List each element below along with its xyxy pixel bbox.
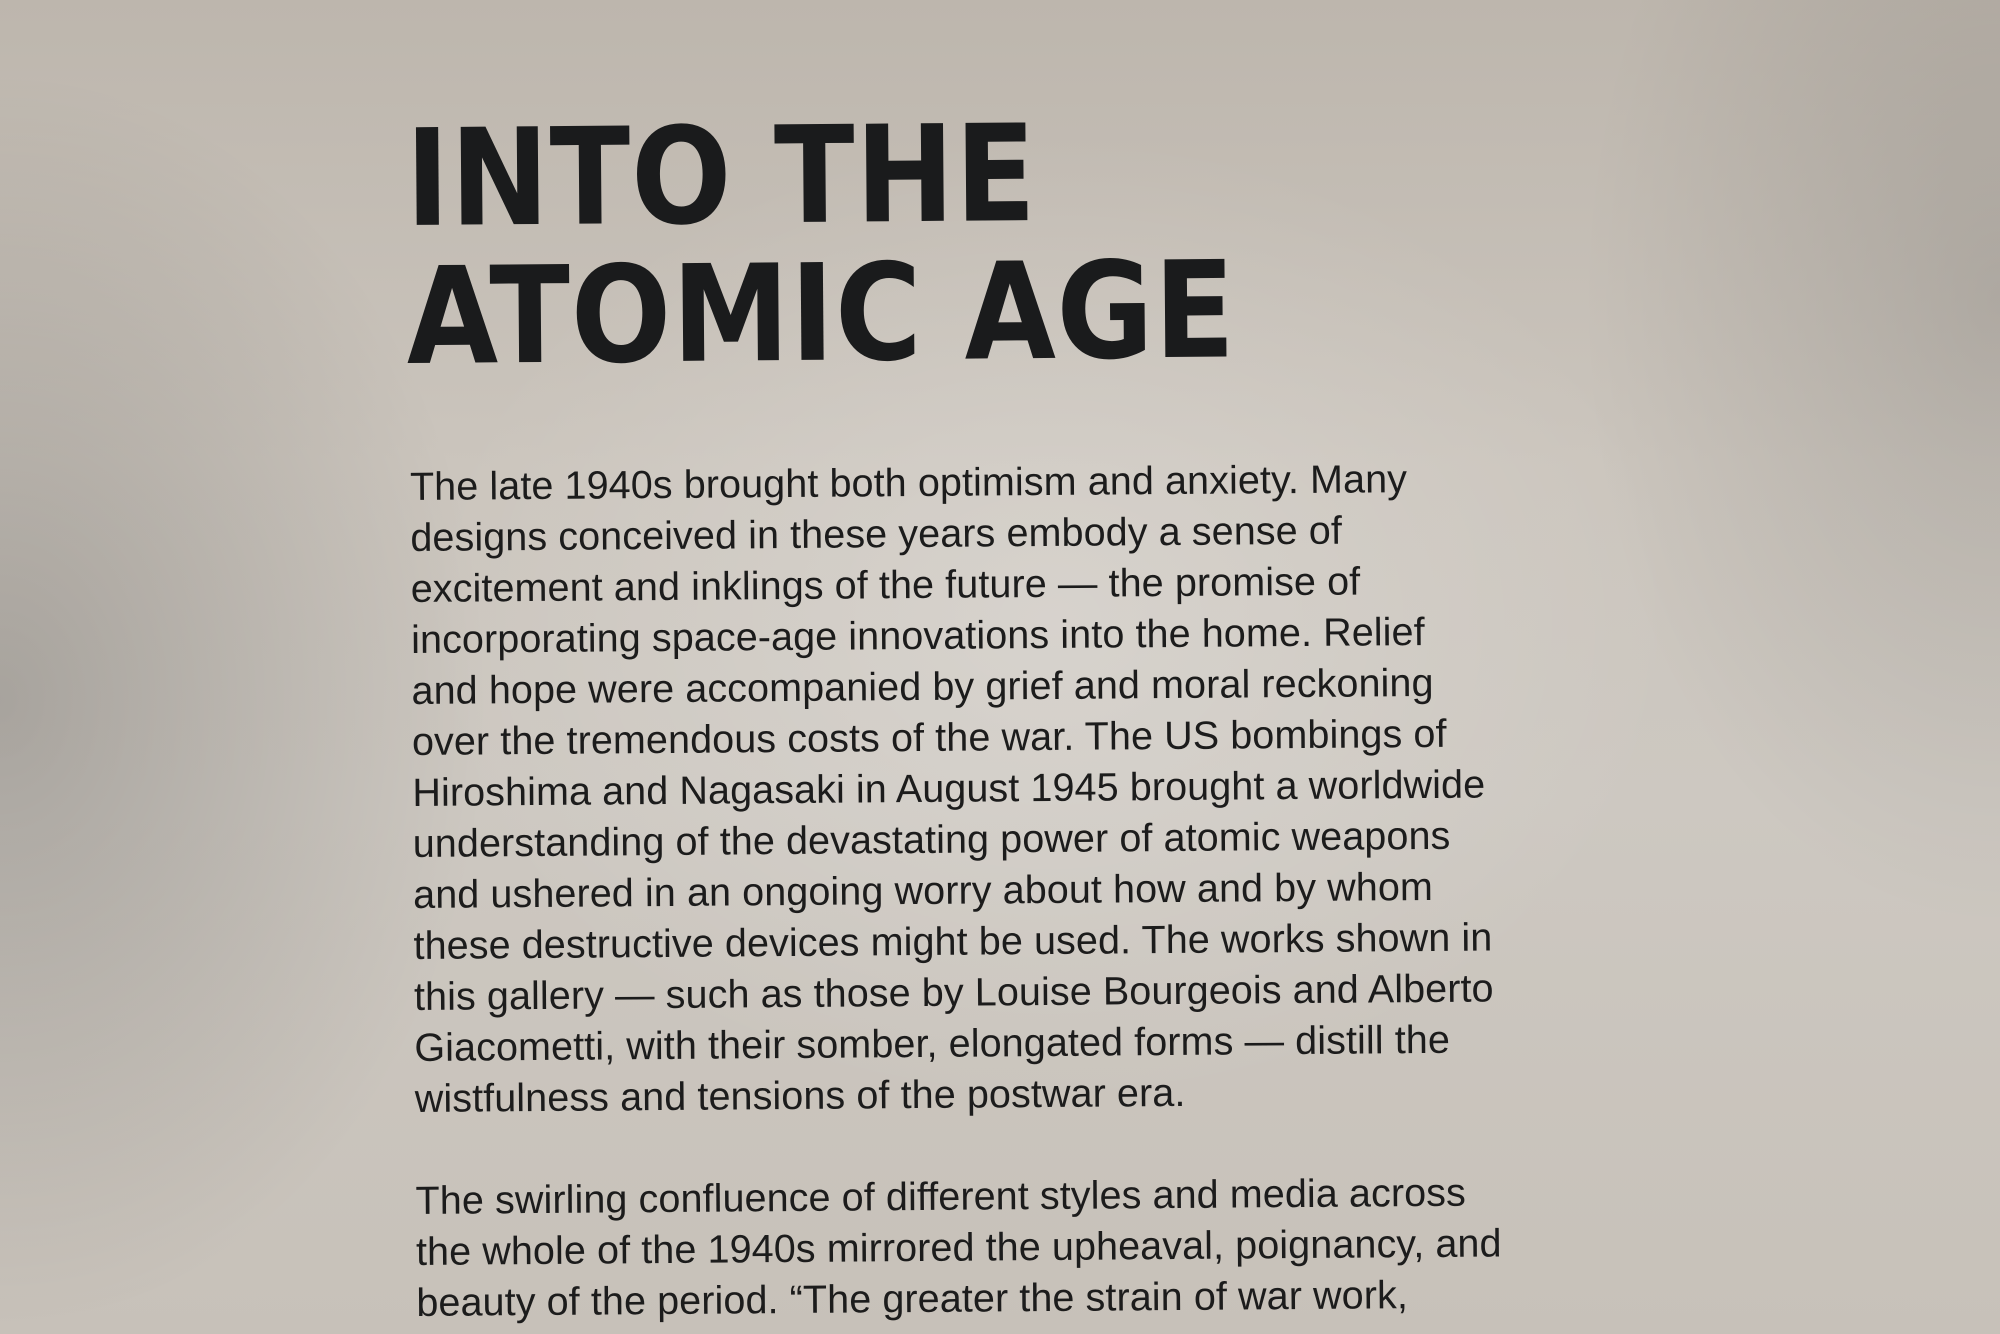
paragraph-line: wistfulness and tensions of the postwar era. bbox=[414, 1070, 1186, 1121]
paragraph-line: over the tremendous costs of the war. The US bombings of bbox=[411, 711, 1447, 764]
paragraph-line: this gallery — such as those by Louise Bourgeois and Alberto bbox=[413, 966, 1494, 1019]
description-paragraph-2 bbox=[415, 1166, 1696, 1329]
paragraph-line: Hiroshima and Nagasaki in August 1945 brought a worldwide bbox=[412, 762, 1486, 815]
wall-text-panel bbox=[404, 96, 1707, 1325]
paragraph-line: the whole of the 1940s mirrored the upheaval, poignancy, and bbox=[415, 1221, 1502, 1274]
exhibit-title bbox=[404, 96, 1463, 395]
paragraph-line: these destructive devices might be used. The works shown in bbox=[413, 915, 1493, 968]
paragraph-line: understanding of the devastating power of atomic weapons bbox=[412, 813, 1451, 866]
paragraph-line: The late 1940s brought both optimism and anxiety. Many bbox=[409, 457, 1408, 509]
description-paragraph-1 bbox=[410, 452, 1695, 1125]
exhibit-title-line-1: INTO THE bbox=[404, 96, 1038, 257]
paragraph-line: and ushered in an ongoing worry about how and by whom bbox=[412, 864, 1434, 917]
paragraph-line: and hope were accompanied by grief and moral reckoning bbox=[411, 660, 1434, 713]
paragraph-line: designs conceived in these years embody a sense of bbox=[410, 508, 1343, 560]
paragraph-line: beauty of the period. “The greater the strain of war work, bbox=[416, 1273, 1409, 1325]
paragraph-line: The swirling confluence of different styles and media across bbox=[415, 1170, 1467, 1223]
paragraph-line: excitement and inklings of the future — the promise of bbox=[410, 559, 1361, 611]
exhibit-description bbox=[410, 452, 1697, 1329]
paragraph-line: Giacometti, with their somber, elongated forms — distill the bbox=[414, 1017, 1451, 1070]
exhibit-title-line-2: ATOMIC AGE bbox=[406, 232, 1237, 395]
paragraph-line: incorporating space-age innovations into the home. Relief bbox=[410, 610, 1425, 662]
